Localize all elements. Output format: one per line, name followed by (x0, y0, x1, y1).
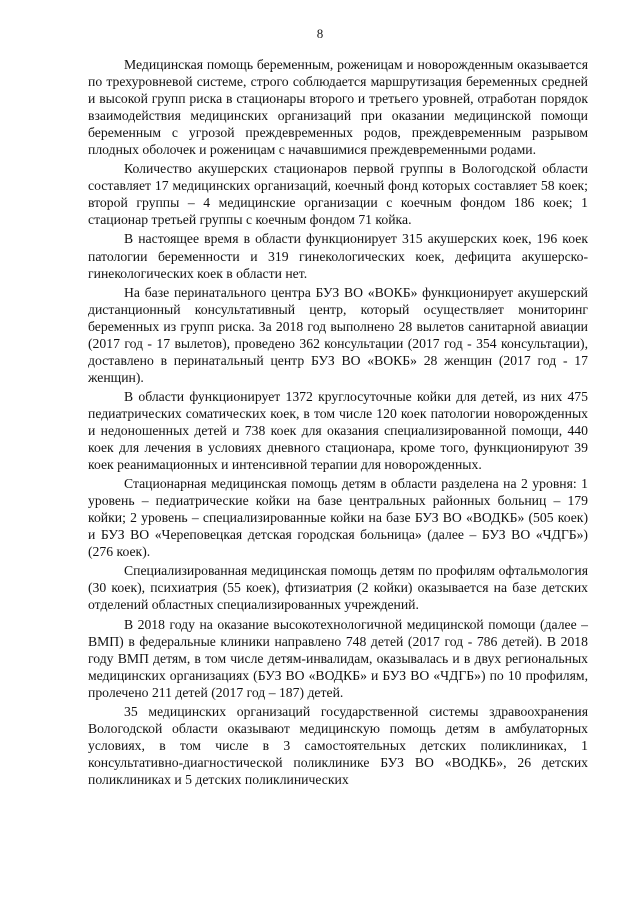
page-number: 8 (316, 26, 324, 41)
document-body (88, 56, 588, 790)
paragraph-children-beds: В области функционирует 1372 круглосуточные койки для детей, из них 475 педиатрических соматических коек, в том числе 120 коек патологии новорожденных и недоношенных детей и 738 коек для оказания специализированной помощи, 440 коек для лечения в условиях дневного стационара, кроме того, функционируют 39 коек реанимационных и интенсивной терапии для новорожденных. (88, 388, 588, 473)
paragraph-maternal-care: Медицинская помощь беременным, роженицам и новорожденным оказывается по трехуровневой системе, строго соблюдается маршрутизация беременных средней и высокой групп риска в стационары второго и третьего уровней, отработан порядок взаимодействия медицинских организаций при оказании медицинской помощи беременным с угрозой преждевременных родов, преждевременным разрывом плодных оболочек и роженицам с начавшимися преждевременными родами. (88, 57, 588, 158)
paragraph-perinatal-center: На базе перинатального центра БУЗ ВО «ВОКБ» функционирует акушерский дистанционный консультативный центр, который осуществляет мониторинг беременных из групп риска. За 2018 год выполнено 28 вылетов санитарной авиации (2017 год - 17 вылетов), проведено 362 консультации (2017 год - 354 консультации), доставлено в перинатальный центр БУЗ ВО «ВОКБ» 28 женщин (2017 год - 17 женщин). (88, 284, 588, 385)
paragraph-specialized-care: Специализированная медицинская помощь детям по профилям офтальмология (30 коек), психиатрия (55 коек), фтизиатрия (2 койки) оказывается на базе детских отделений областных специализированных учреждений. (88, 563, 588, 613)
paragraph-high-tech-care: В 2018 году на оказание высокотехнологичной медицинской помощи (далее – ВМП) в федеральные клиники направлено 748 детей (2017 год - 786 детей). В 2018 году ВМП детям, в том числе детям-инвалидам, оказывалась и в двух региональных медицинских организациях (БУЗ ВО «ВОДКБ» и БУЗ ВО «ЧДГБ») по 10 профилям, пролечено 211 детей (2017 год – 187) детей. (88, 616, 588, 700)
paragraph-bed-counts: В настоящее время в области функционирует 315 акушерских коек, 196 коек патологии беременности и 319 гинекологических коек, дефицита акушерско-гинекологических коек в области нет. (88, 231, 588, 281)
paragraph-inpatient-levels: Стационарная медицинская помощь детям в области разделена на 2 уровня: 1 уровень – педиатрические койки на базе центральных районных больниц – 179 койки; 2 уровень – специализированные койки на базе БУЗ ВО «ВОДКБ» (505 коек) и БУЗ ВО «Череповецкая детская городская больница» (далее – БУЗ ВО «ЧДГБ») (276 коек). (88, 476, 588, 560)
paragraph-outpatient-care: 35 медицинских организаций государственной системы здравоохранения Вологодской области оказывают медицинскую помощь детям в амбулаторных условиях, в том числе в 3 самостоятельных детских поликлиниках, 1 консультативно-диагностической поликлинике БУЗ ВО «ВОДКБ», 26 детских поликлиниках и 5 детских поликлинических (88, 703, 588, 787)
paragraph-obstetric-hospitals: Количество акушерских стационаров первой группы в Вологодской области составляет 17 медицинских организаций, коечный фонд которых составляет 58 коек; второй группы – 4 медицинские организации с коечным фондом 186 коек; 1 стационар третьей группы с коечным фондом 71 койка. (88, 161, 588, 228)
